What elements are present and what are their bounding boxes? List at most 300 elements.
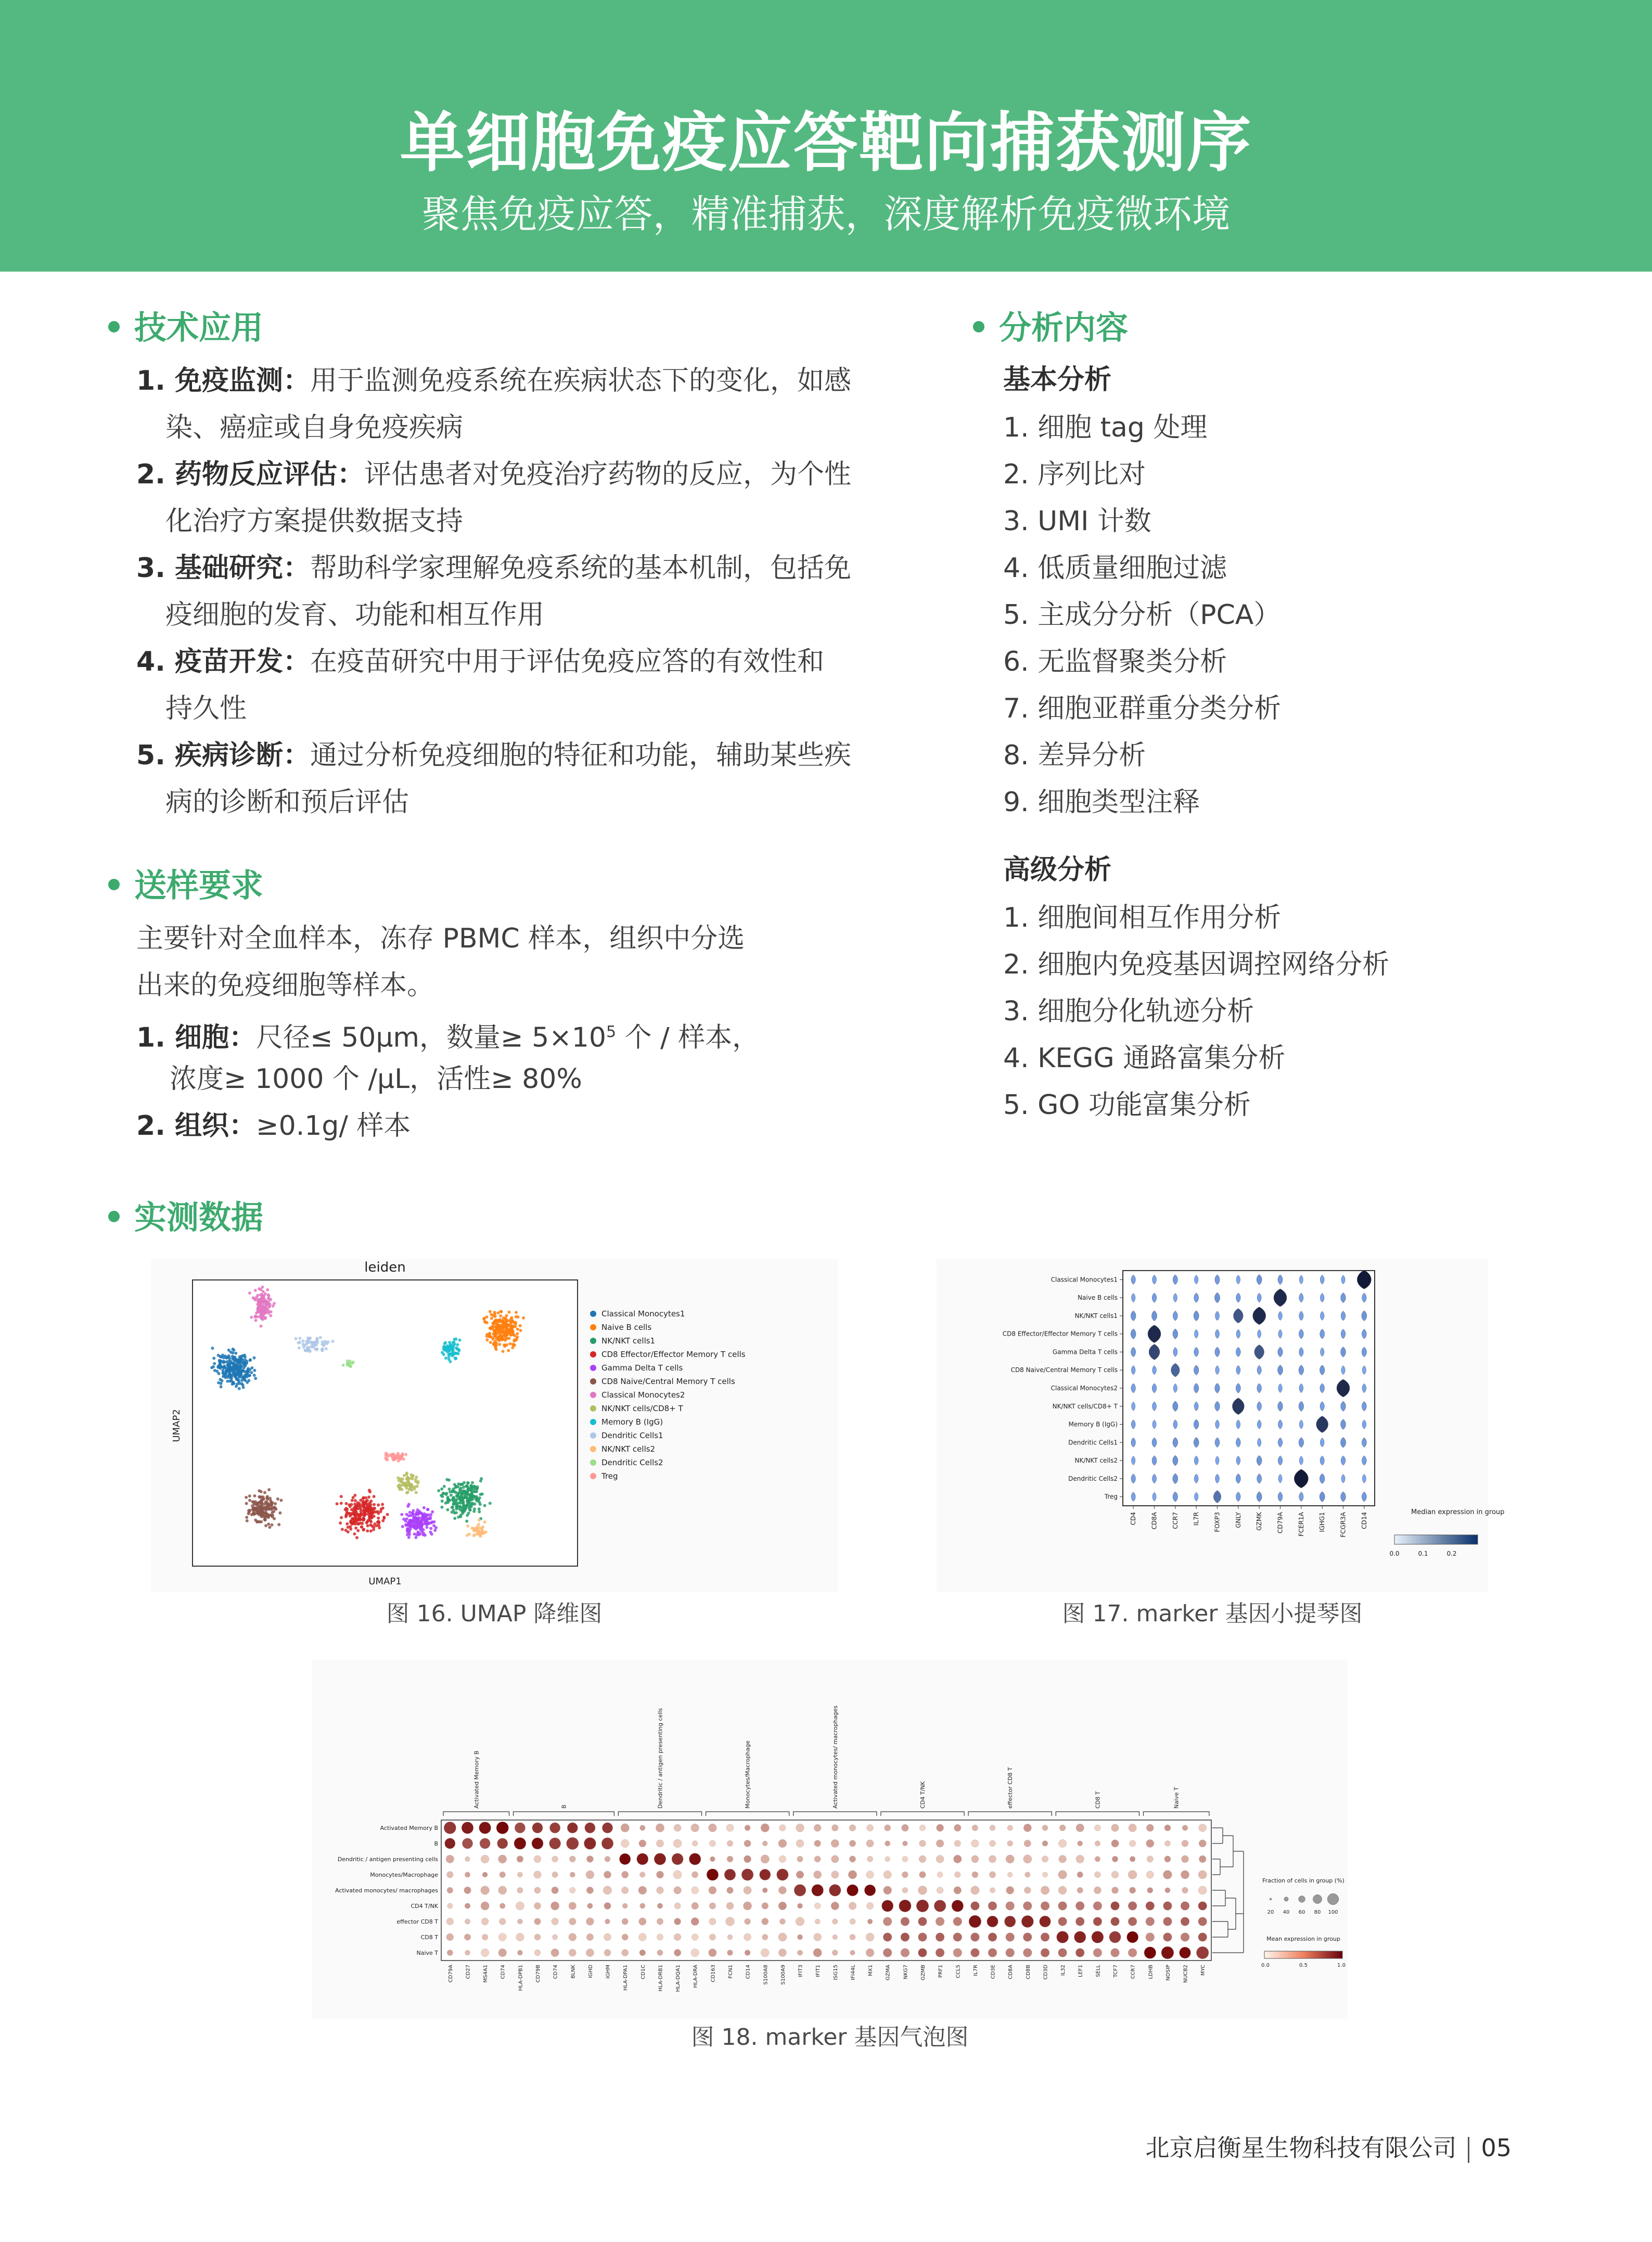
dotplot-row-label: Activated Memory B — [380, 1825, 438, 1831]
umap-point — [505, 1330, 508, 1334]
dotplot-dot — [691, 1887, 699, 1894]
bullet-dot-icon — [108, 879, 120, 890]
dotplot-dot — [1042, 1841, 1048, 1847]
umap-point — [345, 1502, 348, 1505]
dotplot-dot — [761, 1824, 769, 1832]
dotplot-dot — [465, 1872, 470, 1877]
dotplot-gene-label: HLA-DPA1 — [623, 1965, 629, 1991]
page-title: 单细胞免疫应答靶向捕获测序 — [400, 106, 1252, 181]
umap-point — [254, 1500, 257, 1503]
dotplot-dot — [971, 1949, 980, 1957]
dotplot-gene-label: GZMB — [920, 1965, 926, 1981]
umap-point — [253, 1374, 256, 1377]
basic-analysis-item: 8. 差异分析 — [1003, 740, 1146, 771]
dotplot-dot — [918, 1917, 927, 1926]
umap-point — [349, 1515, 352, 1518]
umap-point — [519, 1329, 522, 1332]
umap-point — [358, 1502, 361, 1505]
dotplot-dot — [674, 1933, 681, 1941]
sample-intro-line2: 出来的免疫细胞等样本。 — [136, 970, 434, 1001]
dotplot-dot — [1182, 1855, 1189, 1863]
violin-colorbar-tick: 0.2 — [1446, 1550, 1457, 1557]
umap-point — [448, 1341, 451, 1344]
dotplot-dot — [622, 1887, 629, 1893]
umap-point — [224, 1376, 227, 1379]
umap-point — [265, 1506, 268, 1509]
umap-point — [431, 1520, 434, 1523]
umap-point — [247, 1379, 250, 1382]
umap-point — [483, 1504, 486, 1507]
umap-point — [494, 1318, 497, 1322]
dotplot-colorbar-ticks — [1261, 1963, 1346, 1968]
umap-point — [476, 1498, 479, 1501]
dotplot-dot — [833, 1919, 838, 1925]
umap-point — [470, 1492, 473, 1495]
dotplot-dot — [534, 1950, 541, 1956]
dotplot-dot — [1094, 1825, 1100, 1831]
umap-point — [454, 1352, 457, 1355]
umap-point — [468, 1507, 471, 1510]
umap-point — [259, 1496, 262, 1499]
umap-point — [257, 1307, 260, 1310]
umap-point — [260, 1500, 263, 1503]
dotplot-dot — [1006, 1902, 1015, 1911]
dotplot-dot — [657, 1950, 663, 1955]
dotplot-dot — [552, 1887, 559, 1894]
dotplot-dot — [1181, 1902, 1189, 1911]
violin-gene-label: FOXP3 — [1213, 1512, 1221, 1532]
dotplot-dot — [465, 1856, 470, 1862]
umap-point — [426, 1508, 429, 1511]
dotplot-dot — [654, 1853, 666, 1865]
dotplot-dot — [709, 1934, 715, 1940]
umap-point — [494, 1331, 497, 1335]
tech-item-label: 5. 疾病诊断： — [136, 740, 311, 771]
dotplot-dot — [1182, 1887, 1188, 1893]
umap-point — [368, 1512, 372, 1515]
dotplot-dot — [605, 1919, 610, 1924]
dotplot-dot — [885, 1856, 890, 1862]
dotplot-dot — [657, 1918, 663, 1925]
advanced-analysis-item: 4. KEGG 通路富集分析 — [1003, 1043, 1286, 1074]
dotplot-dot — [1163, 1871, 1172, 1879]
violin-row-label: Classical Monocytes1 — [1051, 1276, 1118, 1284]
dotplot-dot — [1130, 1856, 1135, 1862]
dotplot-dot — [849, 1840, 855, 1847]
tech-item-continuation: 病的诊断和预后评估 — [165, 787, 409, 818]
tech-item-continuation: 持久性 — [165, 693, 247, 724]
dotplot-dot — [971, 1886, 979, 1894]
umap-point — [452, 1343, 455, 1347]
violin-colorbar-title: Median expression in group — [1411, 1508, 1505, 1516]
dotplot-dot — [516, 1933, 524, 1941]
basic-analysis-item: 9. 细胞类型注释 — [1003, 787, 1200, 818]
umap-point — [461, 1496, 464, 1499]
dotplot-dot — [691, 1902, 699, 1910]
basic-analysis-item: 2. 序列比对 — [1003, 459, 1146, 490]
umap-point — [219, 1363, 222, 1366]
umap-point — [361, 1513, 364, 1516]
dotplot-dot — [1181, 1917, 1189, 1926]
umap-point — [321, 1349, 324, 1352]
section-sample-heading — [108, 865, 263, 906]
umap-point — [463, 1490, 466, 1493]
dotplot-gene-label: GZMA — [885, 1965, 891, 1981]
dotplot-dot — [761, 1855, 769, 1863]
umap-point — [455, 1494, 458, 1497]
umap-point — [447, 1479, 451, 1482]
dotplot-dot — [532, 1838, 543, 1849]
dotplot-dot — [902, 1856, 908, 1862]
umap-point — [407, 1523, 410, 1527]
umap-point — [420, 1520, 423, 1523]
umap-point — [404, 1453, 407, 1456]
umap-point — [471, 1481, 474, 1484]
dotplot-dot — [903, 1841, 908, 1846]
basic-analysis-item: 4. 低质量细胞过滤 — [1003, 553, 1227, 584]
dotplot-dot — [864, 1885, 876, 1896]
dotplot-dot — [952, 1900, 964, 1912]
umap-point — [232, 1348, 235, 1351]
umap-point — [264, 1524, 267, 1527]
umap-point — [259, 1506, 262, 1509]
tech-item-continuation: 化治疗方案提供数据支持 — [165, 506, 464, 537]
basic-analysis-item: 5. 主成分分析（PCA） — [1003, 599, 1281, 631]
dotplot-gene-label: BLNK — [570, 1965, 577, 1979]
umap-point — [409, 1474, 413, 1477]
umap-point — [475, 1495, 478, 1498]
dotplot-size-legend — [1267, 1893, 1339, 1915]
dotplot-gene-label: IGHD — [587, 1965, 594, 1978]
umap-point — [302, 1343, 305, 1346]
umap-point — [508, 1337, 511, 1340]
umap-point — [475, 1490, 478, 1493]
dotplot-gene-label: CD3E — [990, 1965, 996, 1979]
umap-point — [453, 1511, 456, 1515]
umap-point — [467, 1487, 470, 1490]
umap-point — [390, 1455, 393, 1458]
dotplot-dot — [674, 1887, 682, 1894]
dotplot-dot — [584, 1838, 596, 1850]
dotplot-dot — [831, 1902, 839, 1910]
dotplot-dot — [674, 1824, 681, 1831]
umap-point — [377, 1504, 380, 1507]
dotplot-dot — [689, 1853, 701, 1865]
umap-point — [261, 1293, 264, 1297]
umap-point — [249, 1509, 252, 1512]
dotplot-dot — [691, 1934, 698, 1941]
dotplot-dot — [936, 1933, 944, 1942]
dotplot-gene-label: IL32 — [1060, 1965, 1067, 1976]
dotplot-dot — [902, 1824, 909, 1831]
umap-point — [404, 1519, 407, 1522]
dotplot-dot — [1146, 1902, 1155, 1911]
umap-point — [453, 1517, 456, 1520]
umap-point — [458, 1349, 461, 1352]
dotplot-dot — [1006, 1949, 1015, 1957]
umap-point — [229, 1374, 232, 1377]
umap-point — [362, 1519, 365, 1522]
umap-point — [344, 1507, 348, 1510]
dotplot-dot — [482, 1872, 488, 1877]
umap-point — [508, 1311, 511, 1314]
dotplot-size-legend-dot — [1299, 1896, 1305, 1903]
dotplot-dot — [481, 1855, 489, 1863]
dotplot-dot — [709, 1840, 715, 1847]
umap-point — [492, 1314, 495, 1317]
umap-point — [407, 1514, 411, 1517]
umap-point — [492, 1329, 495, 1332]
umap-legend-marker — [590, 1405, 596, 1412]
umap-point — [228, 1366, 232, 1369]
dotplot-dot — [674, 1918, 681, 1925]
umap-point — [248, 1494, 251, 1497]
dotplot-dot — [919, 1825, 926, 1831]
dotplot-dot — [586, 1918, 594, 1926]
dotplot-dot — [813, 1949, 822, 1957]
umap-point — [413, 1488, 416, 1491]
dotplot-dot — [1057, 1931, 1069, 1943]
umap-point — [348, 1503, 351, 1506]
dotplot-dot — [534, 1855, 541, 1863]
dotplot-dot — [447, 1872, 454, 1878]
umap-point — [238, 1362, 241, 1365]
dotplot-dot — [762, 1888, 767, 1893]
dotplot-dot — [883, 1886, 892, 1894]
violin-row-label: Gamma Delta T cells — [1052, 1348, 1118, 1356]
umap-point — [248, 1368, 251, 1371]
umap-legend-label: CD8 Effector/Effector Memory T cells — [601, 1350, 746, 1359]
dotplot-dot — [1130, 1887, 1136, 1893]
violin-row-label: CD8 Effector/Effector Memory T cells — [1002, 1330, 1118, 1338]
dotplot-group-label: Naive T — [1173, 1787, 1180, 1809]
umap-legend-marker — [590, 1378, 596, 1385]
umap-point — [459, 1487, 463, 1490]
dotplot-dot — [1127, 1931, 1138, 1943]
umap-point — [478, 1501, 481, 1504]
dotplot-dot — [882, 1900, 893, 1912]
violin-row-label: NK/NKT cells2 — [1074, 1457, 1118, 1465]
umap-point — [268, 1514, 272, 1517]
umap-point — [514, 1325, 517, 1328]
dotplot-dot — [657, 1871, 664, 1878]
dotplot-dot — [969, 1915, 981, 1928]
umap-point — [340, 1502, 343, 1505]
umap-point — [254, 1319, 258, 1322]
umap-point — [373, 1503, 376, 1506]
violin-colorbar — [1394, 1535, 1478, 1544]
dotplot-dot — [1094, 1887, 1101, 1894]
dotplot-dot — [1007, 1841, 1013, 1847]
dotplot-group-bracket — [1056, 1812, 1139, 1816]
dotplot-dot — [741, 1869, 753, 1881]
umap-point — [442, 1353, 445, 1356]
dotplot-dot — [814, 1903, 821, 1909]
dotplot-dot — [833, 1934, 838, 1940]
dotplot-dot — [1076, 1824, 1084, 1832]
dotplot-dot — [1164, 1825, 1171, 1831]
umap-point — [425, 1522, 428, 1526]
umap-point — [366, 1529, 369, 1532]
umap-point — [348, 1362, 351, 1365]
umap-point — [519, 1324, 522, 1327]
dotplot-gene-label: IFIT3 — [798, 1965, 804, 1978]
dotplot-gene-label: CD163 — [710, 1965, 716, 1982]
dotplot-dot — [639, 1950, 646, 1956]
umap-point — [504, 1339, 507, 1342]
umap-point — [466, 1514, 469, 1517]
dotplot-dot — [622, 1871, 629, 1878]
umap-point — [273, 1517, 276, 1520]
dotplot-group-label: B — [560, 1804, 568, 1809]
umap-point — [271, 1523, 274, 1527]
dotplot-dot — [1163, 1902, 1172, 1911]
dotplot-dot — [445, 1838, 455, 1849]
umap-legend-label: NK/NKT cells2 — [601, 1444, 656, 1454]
umap-point — [347, 1530, 350, 1533]
umap-point — [347, 1526, 350, 1529]
umap-point — [245, 1374, 248, 1377]
dotplot-dot — [1093, 1902, 1102, 1911]
dotplot-dot — [796, 1824, 804, 1832]
umap-legend-marker — [590, 1324, 596, 1330]
dotplot-dot — [971, 1902, 980, 1911]
umap-point — [211, 1347, 214, 1350]
violin-gene-label: CD79A — [1276, 1512, 1284, 1534]
dotplot-dot — [1006, 1933, 1015, 1942]
umap-legend-label: Gamma Delta T cells — [601, 1363, 683, 1373]
umap-point — [260, 1511, 263, 1515]
dotplot-dot — [1023, 1824, 1031, 1831]
dotplot-dot — [551, 1902, 559, 1910]
umap-point — [240, 1379, 244, 1382]
umap-point — [362, 1504, 365, 1507]
umap-point — [422, 1506, 426, 1509]
umap-point — [269, 1298, 272, 1301]
umap-legend-label: Memory B (IgG) — [601, 1417, 663, 1427]
dotplot-dot — [1058, 1902, 1067, 1911]
umap-point — [341, 1528, 344, 1531]
dotplot-dot — [657, 1903, 662, 1908]
dotplot-dot — [744, 1886, 751, 1894]
advanced-analysis-item: 5. GO 功能富集分析 — [1003, 1090, 1251, 1121]
dotplot-dot — [482, 1934, 488, 1940]
basic-analysis-title: 基本分析 — [1003, 364, 1112, 395]
dotplot-dot — [1040, 1916, 1051, 1927]
violin-gene-label: GNLY — [1234, 1512, 1242, 1528]
dotplot-dot — [1074, 1931, 1086, 1943]
umap-point — [501, 1325, 504, 1328]
dotplot-dot — [446, 1918, 454, 1925]
umap-point — [386, 1458, 389, 1461]
dotplot-dot — [990, 1825, 995, 1831]
violin-row-label: Classical Monocytes2 — [1051, 1385, 1118, 1392]
umap-point — [472, 1533, 476, 1536]
umap-point — [268, 1305, 271, 1309]
dotplot-dot — [987, 1916, 998, 1927]
dotplot-dot — [726, 1824, 734, 1831]
violin-row-label: Memory B (IgG) — [1068, 1420, 1118, 1428]
dotplot-dot — [1042, 1856, 1048, 1862]
dotplot-row-label: CD4 T/NK — [411, 1903, 438, 1910]
fig16-caption: 图 16. UMAP 降维图 — [386, 1600, 603, 1627]
dotplot-gene-label: S100A8 — [763, 1965, 769, 1985]
umap-point — [437, 1489, 440, 1492]
umap-point — [352, 1496, 355, 1499]
dotplot-dot — [498, 1933, 506, 1941]
dotplot-dot — [1007, 1872, 1013, 1877]
umap-point — [493, 1341, 496, 1344]
umap-point — [267, 1295, 270, 1298]
umap-point — [254, 1289, 257, 1292]
dotplot-dot — [709, 1918, 716, 1925]
umap-point — [267, 1488, 271, 1491]
umap-point — [459, 1505, 462, 1508]
umap-point — [256, 1294, 259, 1297]
umap-point — [413, 1516, 416, 1519]
umap-point — [254, 1298, 257, 1301]
dotplot-dot — [919, 1855, 926, 1863]
umap-legend-marker — [590, 1365, 596, 1371]
dotplot-dot — [797, 1950, 802, 1955]
dotplot-dot — [815, 1919, 820, 1924]
umap-point — [340, 1516, 343, 1519]
umap-point — [457, 1516, 460, 1519]
dotplot-dot — [1092, 1931, 1104, 1943]
umap-point — [433, 1529, 437, 1532]
dotplot-dot — [567, 1837, 579, 1850]
dotplot-dot — [465, 1903, 470, 1909]
umap-point — [359, 1507, 362, 1510]
dotplot-dot — [1076, 1855, 1084, 1863]
dotplot-gene-label: TCF7 — [1113, 1965, 1119, 1978]
umap-point — [375, 1524, 378, 1527]
umap-point — [457, 1502, 460, 1505]
dotplot-dot — [937, 1872, 943, 1878]
umap-point — [478, 1510, 481, 1514]
umap-point — [226, 1369, 229, 1372]
dotplot-dot — [638, 1933, 646, 1941]
umap-point — [369, 1530, 373, 1533]
umap-point — [406, 1476, 409, 1479]
dotplot-dot — [639, 1840, 646, 1847]
dotplot-dot — [673, 1871, 682, 1879]
dotplot-dot — [1147, 1856, 1153, 1862]
umap-point — [245, 1496, 248, 1499]
umap-point — [509, 1342, 512, 1346]
dotplot-color-legend-title: Mean expression in group — [1266, 1936, 1340, 1942]
umap-point — [452, 1509, 455, 1512]
sample-tissue-line — [136, 1109, 411, 1143]
umap-point — [373, 1495, 376, 1498]
umap-legend-marker — [590, 1392, 596, 1398]
dotplot-dot — [1129, 1840, 1135, 1847]
dotplot-gene-label: CD27 — [465, 1965, 471, 1979]
dotplot-dot — [1146, 1824, 1154, 1831]
umap-legend-label: NK/NKT cells/CD8+ T — [601, 1404, 683, 1413]
umap-legend-label: Dendritic Cells2 — [601, 1458, 663, 1467]
dotplot-dot — [656, 1824, 664, 1832]
umap-point — [237, 1367, 240, 1370]
dotplot-dot — [1006, 1887, 1014, 1894]
umap-point — [516, 1332, 519, 1335]
dotplot-dot — [885, 1825, 891, 1831]
dotplot-dot — [1198, 1871, 1207, 1879]
dotplot-dot — [672, 1853, 683, 1865]
dotplot-group-label: CD8 T — [1094, 1791, 1102, 1809]
dotplot-dot — [1058, 1886, 1067, 1894]
dotplot-dot — [901, 1949, 910, 1957]
